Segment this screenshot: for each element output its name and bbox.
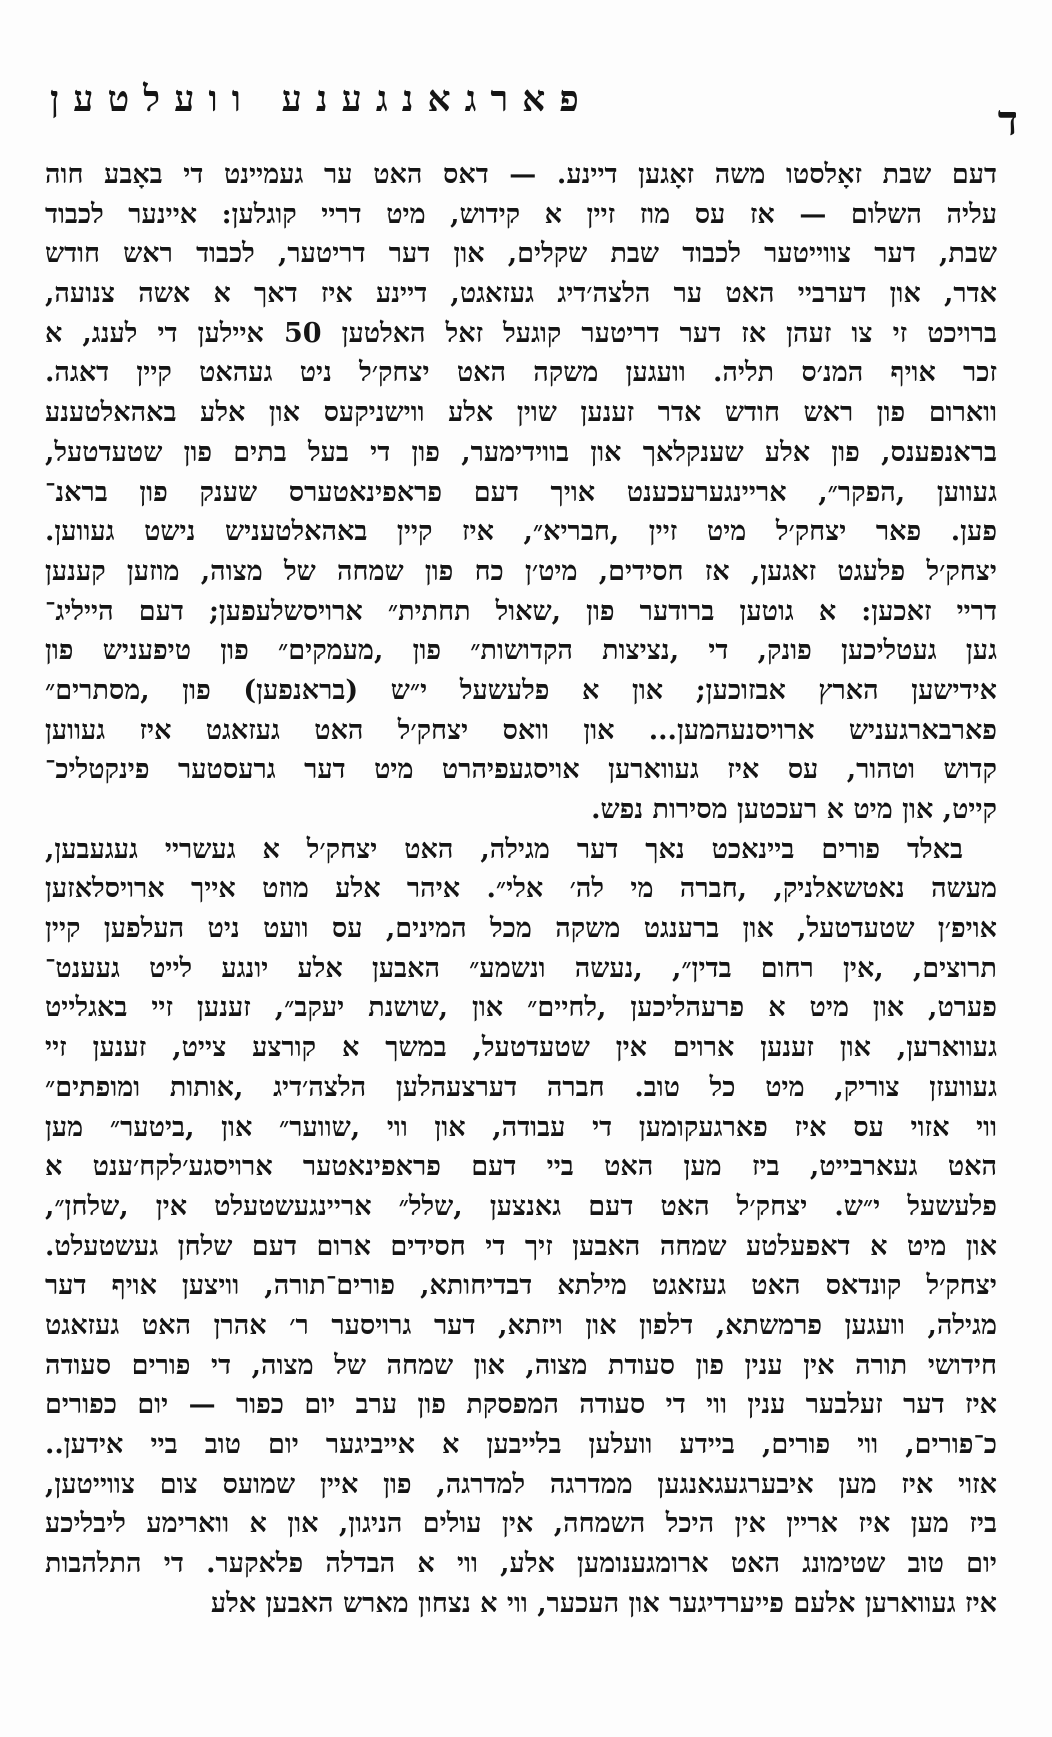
- text-line: מגילה, וועגען פרמשתא, דלפון און ויזתא, דער גרויסער ר׳ אהרן האט געזאגט: [45, 1309, 997, 1341]
- text-line: קדוש וטהור, עס איז געווארען אויסגעפיהרט מיט דער גרעסטער פינקטליכ־: [45, 754, 997, 786]
- body-text: [45, 155, 997, 1623]
- text-line: אויפ׳ן שטעדטעל, און ברענגט משקה מכל המינים, עס וועט ניט העלפען קיין: [45, 913, 997, 945]
- text-line: עליה השלום — אז עס מוז זיין א קידוש, מיט דריי קוגלען: איינער לכבוד: [45, 198, 997, 230]
- text-line: קייט, און מיט א רעכטען מסירות נפש.: [591, 794, 997, 825]
- text-line: יום טוב שטימונג האט ארומגענומען אלע, ווי א הבדלה פלאקער. די התלהבות: [45, 1548, 997, 1580]
- text-line: יצחק׳ל פלעגט זאגען, אז חסידים, מיט׳ן כח פון שמחה של מצוה, מוזען קענען: [45, 555, 997, 587]
- text-line: פלעשעל י״ש. יצחק׳ל האט דעם גאנצען ,שלל״ אריינגעשטעלט אין ,שלחן״,: [45, 1190, 997, 1222]
- text-line: און מיט א דאפעלטע שמחה האבען זיך די חסידים ארום דעם שלחן געשטעלט.: [45, 1230, 997, 1262]
- text-line: פען. פאר יצחק׳ל מיט זיין ,חבריא״, איז קיין באהאלטעניש נישט געווען.: [45, 516, 997, 548]
- text-line: כ־פורים, ווי פורים, ביידע וועלען בלייבען א אייביגער יום טוב ביי אידען..: [45, 1429, 997, 1460]
- text-line: האט געארבייט, ביז מען האט ביי דעם פראפינאטער ארויסגע׳לקח׳ענט א: [45, 1151, 997, 1183]
- text-line: מעשה נאטשאלניק, ,חברה מי לה׳ אלי״. איהר אלע מוזט אייך ארויסלאזען: [45, 873, 997, 905]
- text-line: אידישען הארץ אבזוכען; און א פלעשעל י״ש (בראנפען) פון ,מסתרים״: [45, 674, 997, 706]
- page-header: [40, 78, 1040, 145]
- text-line: תרוצים, ,אין רחום בדין״, ,נעשה ונשמע״ האבען אלע יונגע לייט געענט־: [45, 952, 997, 984]
- text-line: געווארען, און זענען ארוים אין שטעדטעל, במשך א קורצע צייט, זענען זיי: [45, 1032, 997, 1064]
- text-line: זכר אויף המנ׳ס תליה. וועגען משקה האט יצחק׳ל ניט געהאט קיין דאגה.: [45, 357, 997, 389]
- text-line: אדר, און דערביי האט ער הלצה׳דיג געזאגט, דיינע איז דאך א אשה צנועה,: [45, 278, 997, 310]
- text-line: באלד פורים ביינאכט נאך דער מגילה, האט יצחק׳ל א געשריי געגעבען,: [45, 833, 963, 865]
- text-line: געוועזן צוריק, מיט כל טוב. חברה דערצעהלען הלצה׳דיג ,אותות ומופתים״: [45, 1071, 997, 1103]
- text-line: יצחק׳ל קונדאס האט געזאגט מילתא דבדיחותא, פורים־תורה, וויצען אויף דער: [45, 1270, 997, 1302]
- text-line: שבת, דער צווייטער לכבוד שבת שקלים, און דער דריטער, לכבוד ראש חודש: [45, 238, 997, 270]
- text-line: גען געטליכען פונק, די ,נציצות הקדושות״ פון ,מעמקים״ פון טיפעניש פון: [45, 635, 997, 667]
- text-line: ווי אזוי עס איז פארגעקומען די עבודה, און ווי ,שווער״ און ,ביטער״ מען: [45, 1111, 997, 1143]
- text-line: איז דער זעלבער ענין ווי די סעודה המפסקת פון ערב יום כפור — יום כפורים: [45, 1389, 997, 1421]
- text-line: דעם שבת זאָלסטו משה זאָגען דיינע. — דאס האט ער געמיינט די באָבע חוה: [45, 159, 997, 190]
- text-line: פערט, און מיט א פרעהליכען ,לחיים״ און ,שושנת יעקב״, זענען זיי באגלייט: [45, 992, 997, 1024]
- text-line: ביז מען איז אריין אין היכל השמחה, אין עולים הניגון, און א ווארימע ליבליכע: [45, 1508, 997, 1540]
- text-line: ברויכט זי צו זעהן אז דער דריטער קוגעל זאל האלטען 50 איילען די לענג, א: [45, 317, 997, 349]
- text-line: פארבארגעניש ארויסנעהמען... און וואס יצחק׳ל האט געזאגט איז געווען: [45, 714, 997, 746]
- text-line: דריי זאכען: א גוטען ברודער פון ,שאול תחתית״ ארויסשלעפען; דעם הייליג־: [45, 595, 997, 627]
- text-line: בראנפענס, פון אלע שענקלאך און בווידימער, פון די בעל בתים פון שטעדטעל,: [45, 436, 997, 468]
- text-line: ווארום פון ראש חודש אדר זענען שוין אלע ווישניקעס און אלע באהאלטענע: [45, 397, 997, 429]
- running-title: פארגאנגענע וועלטען: [50, 78, 593, 120]
- text-line: אזוי איז מען איבערגעגאנגען ממדרגה למדרגה, פון איין שמועס צום צווייטען,: [45, 1468, 997, 1500]
- text-line: געווען ,הפקר״, אריינגערעכענט אויך דעם פראפינאטערס שענק פון בראנ־: [45, 476, 997, 508]
- text-line: חידושי תורה אין ענין פון סעודת מצוה, און שמחה של מצוה, די פורים סעודה: [45, 1349, 997, 1381]
- page-number: ד: [997, 96, 1018, 145]
- text-line: איז געווארען אלעם פייערדיגער און העכער, ווי א נצחון מארש האבען אלע: [210, 1587, 997, 1619]
